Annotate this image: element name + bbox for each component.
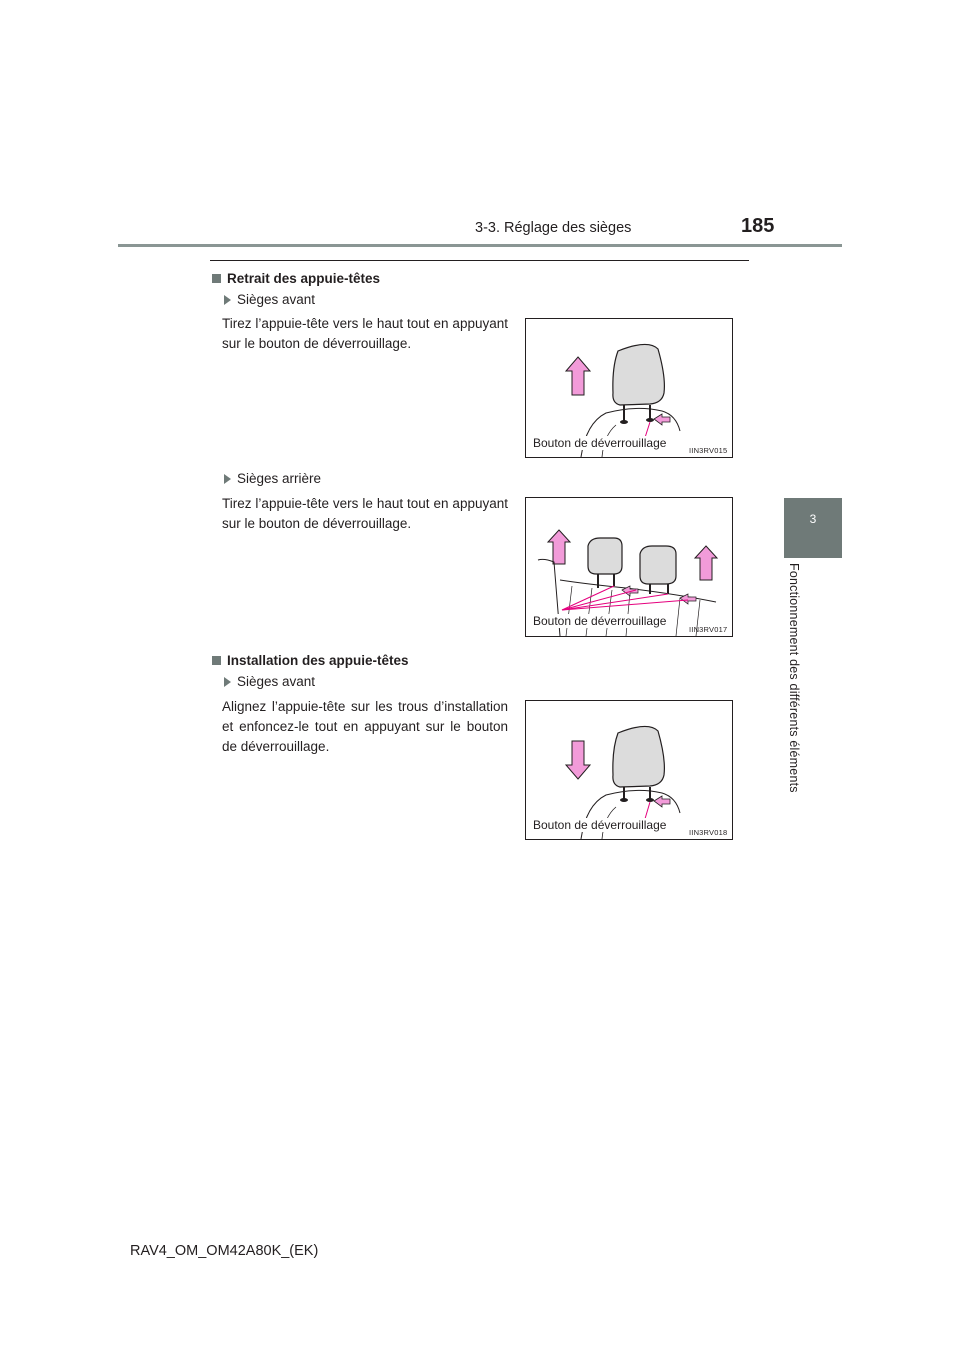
figure-caption: Bouton de déverrouillage: [533, 818, 667, 832]
section-heading-installation: Installation des appuie-têtes: [212, 653, 409, 668]
figure-code: IIN3RV017: [689, 625, 728, 634]
section-heading-removal: Retrait des appuie-têtes: [212, 271, 380, 286]
figure-front-installation: [525, 700, 733, 840]
figure-rear-removal: [525, 497, 733, 637]
document-id: RAV4_OM_OM42A80K_(EK): [130, 1243, 319, 1259]
up-arrow-icon: [548, 530, 570, 564]
instruction-rear-removal: Tirez l’appuie-tête vers le haut tout en appuyant sur le bouton de déverrouillage.: [222, 496, 508, 531]
chapter-tab: [784, 498, 842, 558]
triangle-bullet-icon: [224, 295, 231, 305]
down-arrow-icon: [566, 741, 590, 779]
triangle-bullet-icon: [224, 474, 231, 484]
triangle-bullet-icon: [224, 677, 231, 687]
figure-code: IIN3RV015: [689, 446, 728, 455]
instruction-front-installation: Alignez l’appuie-tête sur les trous d’installation et enfoncez-le tout en appuyant sur le bouton de déverrouillage.: [222, 699, 508, 754]
section-rule: [210, 260, 749, 261]
subheading-front-installation: Sièges avant: [224, 674, 315, 689]
chapter-title: Fonctionnement des différents éléments: [787, 563, 801, 793]
push-arrow-icon: [654, 414, 670, 425]
subheading-rear-removal: Sièges arrière: [224, 471, 321, 486]
figure-caption: Bouton de déverrouillage: [533, 614, 667, 628]
header-rule: [118, 244, 842, 247]
subheading-front-removal: Sièges avant: [224, 292, 315, 307]
up-arrow-icon: [695, 546, 717, 580]
running-header: 3-3. Réglage des sièges: [475, 220, 632, 236]
push-arrow-icon: [654, 796, 670, 807]
headrest-icon: [588, 538, 622, 574]
chapter-number: 3: [809, 512, 817, 526]
headrest-icon: [613, 344, 665, 405]
square-bullet-icon: [212, 656, 221, 665]
headrest-icon: [613, 726, 665, 787]
figure-code: IIN3RV018: [689, 828, 728, 837]
figure-front-removal: [525, 318, 733, 458]
page-number: 185: [741, 215, 775, 237]
square-bullet-icon: [212, 274, 221, 283]
figure-caption: Bouton de déverrouillage: [533, 436, 667, 450]
headrest-icon: [640, 546, 676, 584]
up-arrow-icon: [566, 357, 590, 395]
instruction-front-removal: Tirez l’appuie-tête vers le haut tout en appuyant sur le bouton de déverrouillage.: [222, 316, 508, 351]
